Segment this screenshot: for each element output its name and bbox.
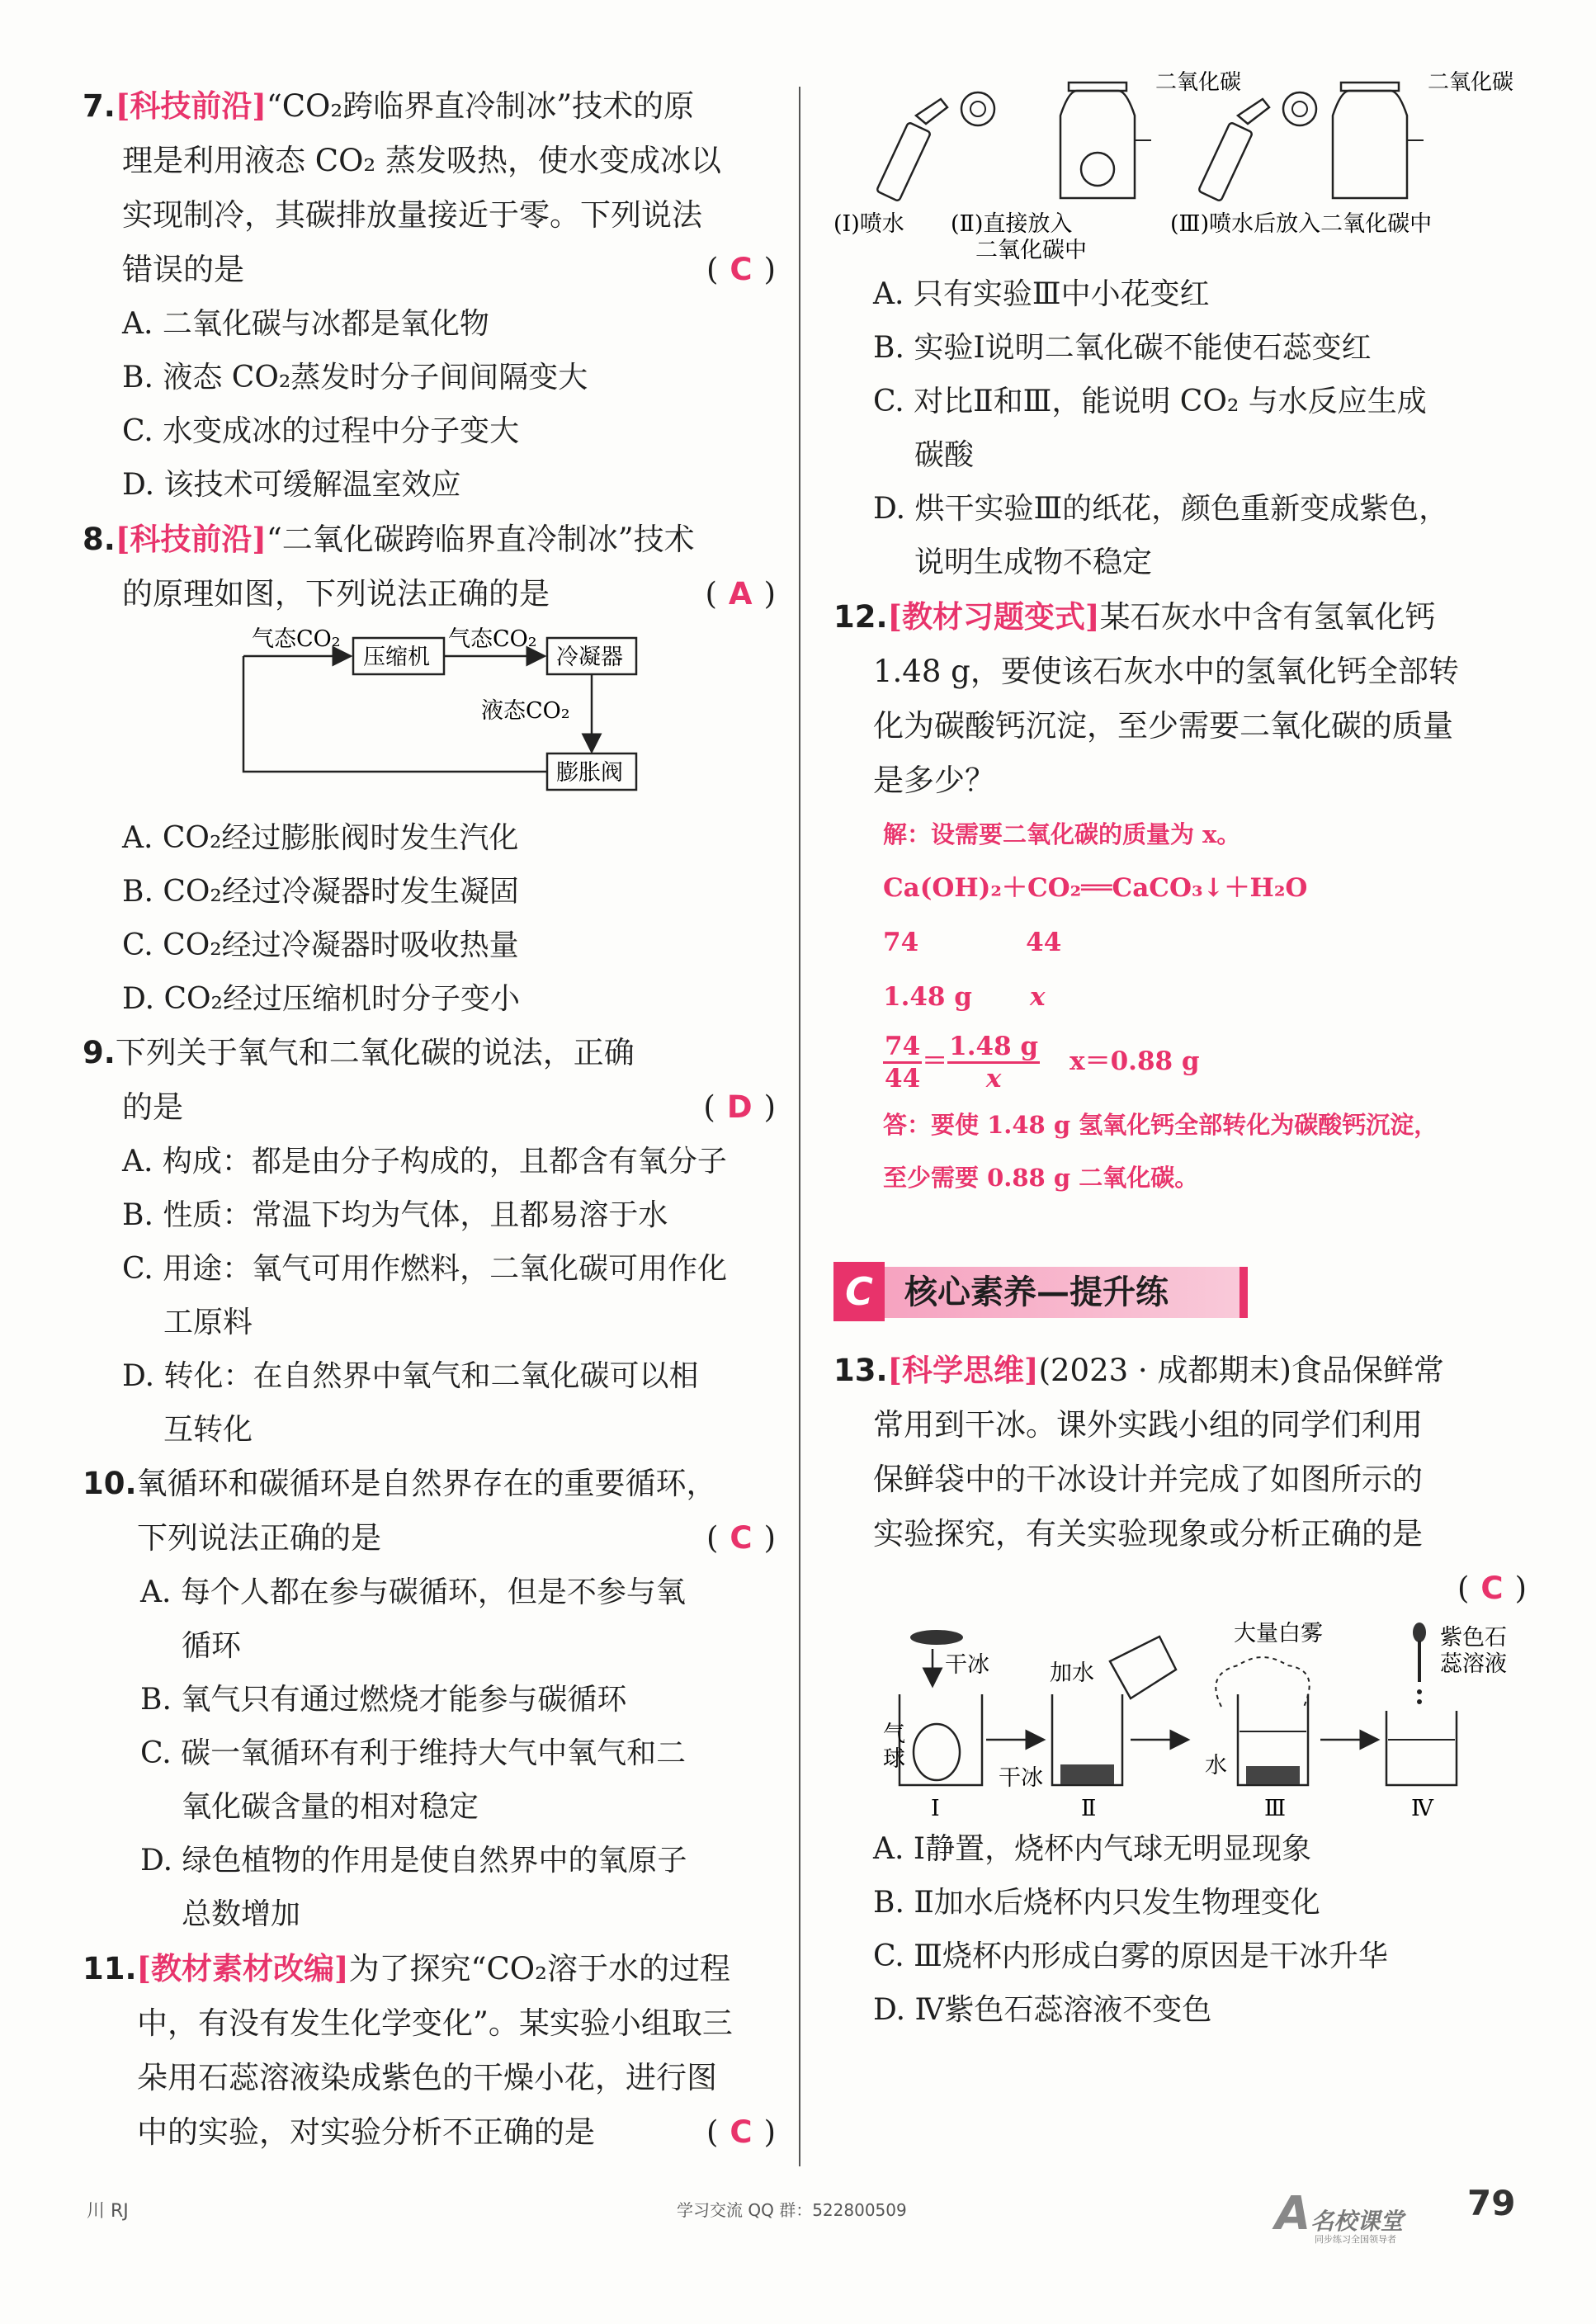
label-liquid-co2: 液态CO₂ [481,698,570,724]
dry-ice-pieces [1246,1766,1300,1784]
option-d: D. 转化：在自然界中氧气和二氧化碳可以相 [122,1359,699,1393]
option-d-cont: 总数增加 [182,1897,301,1931]
label-balloon-2: 球 [883,1746,905,1772]
label-litmus: 紫色石 [1440,1625,1507,1651]
option-b: B. 氧气只有通过燃烧才能参与碳循环 [140,1683,627,1717]
flower-icon [961,92,994,125]
option-b: B. 性质：常温下均为气体，且都易溶于水 [122,1198,668,1232]
label-add-water: 加水 [1050,1660,1094,1686]
caption-i: (Ⅰ)喷水 [833,211,904,237]
dry-ice-pile-icon [910,1630,963,1645]
answer-bracket: ( A ) [705,576,776,612]
solution-block [833,808,1527,1204]
question-tag: [教材习题变式] [887,598,1100,635]
brand-name: 名校课堂 [1310,2208,1404,2235]
solution-answer: 答：要使 1.48 g 氢氧化钙全部转化为碳酸钙沉淀， [883,1111,1438,1139]
question-tag: [科学思维] [887,1352,1039,1388]
question-8-stem-line: 的原理如图，下列说法正确的是 ( A ) [83,567,776,621]
question-13-stem-line: 保鲜袋中的干冰设计并完成了如图所示的 [873,1462,1423,1497]
fraction-left: $\frac{74}{44}$ [885,1032,921,1094]
right-column [833,70,1527,2037]
caption-ii: (Ⅱ)直接放入 [951,211,1073,237]
question-10-stem-line: 下列说法正确的是 ( C ) [83,1511,776,1566]
label-condenser: 冷凝器 [556,645,623,670]
flower-experiment-figure [833,66,1527,264]
question-12-stem-line: 化为碳酸钙沉淀，至少需要二氧化碳的质量 [873,708,1453,744]
footer-qq-group: 学习交流 QQ 群：522800509 [677,2200,907,2220]
option-d: D. CO₂经过压缩机时分子变小 [122,982,520,1016]
question-tag: [科技前沿] [115,87,267,124]
brand-tagline: 同步练习全国领导者 [1315,2234,1396,2245]
gas-jar-icon [1333,83,1424,198]
question-7-stem-line: 理是利用液态 CO₂ 蒸发吸热，使水变成冰以 [122,143,721,178]
balloon-icon [914,1724,960,1780]
label-expansion-valve: 膨胀阀 [556,760,623,786]
co2-cycle-diagram [83,621,776,811]
chemical-equation: Ca(OH)₂＋CO₂══CaCO₃↓＋H₂O [883,873,1308,903]
fog-icon [1216,1657,1309,1707]
question-tag: [教材素材改编] [136,1950,349,1986]
question-12 [833,589,1527,1204]
question-8 [83,512,776,1026]
question-8-stem-line: 8.[科技前沿]“二氧化碳跨临界直冷制冰”技术 [83,521,695,557]
question-12-stem-line: 12.[教材习题变式]某石灰水中含有氢氧化钙 [833,598,1436,635]
question-13-answer-line [833,1561,1527,1616]
label-compressor: 压缩机 [363,645,430,670]
caption-ii-line2: 二氧化碳中 [975,238,1087,263]
question-7-stem-line: 错误的是 ( C ) [83,243,776,297]
dry-ice-pieces [1060,1764,1114,1784]
option-a: A. CO₂经过膨胀阀时发生汽化 [122,821,519,855]
answer-bracket: ( C ) [706,1520,776,1556]
question-11-stem-line: 11.[教材素材改编]为了探究“CO₂溶于水的过程 [83,1950,730,1986]
label-dry-ice: 干冰 [945,1652,989,1678]
option-c: C. 用途：氧气可用作燃料，二氧化碳可用作化 [122,1252,728,1286]
section-banner [833,1262,1527,1328]
answer-bracket: ( C ) [1457,1571,1527,1606]
option-c-cont: 氧化碳含量的相对稳定 [182,1790,479,1824]
question-13-stem-line: 常用到干冰。课外实践小组的同学们利用 [873,1407,1423,1443]
option-d-cont: 互转化 [163,1413,253,1447]
flower-icon [1283,92,1316,125]
page-number: 79 [1467,2183,1516,2223]
label-water: 水 [1205,1753,1227,1778]
spray-bottle-icon [876,99,947,201]
fraction-right: $\frac{1.48 g}{x}$ [949,1032,1039,1094]
beaker-iv [1386,1711,1457,1785]
label-white-fog: 大量白雾 [1234,1621,1323,1646]
option-d: D. 绿色植物的作用是使自然界中的氧原子 [140,1844,687,1878]
question-9-stem-line: 9.下列关于氧气和二氧化碳的说法，正确 [83,1035,635,1070]
mass-row: 1.48 g x [883,982,1046,1012]
question-9 [83,1026,776,1457]
option-b: B. Ⅱ加水后烧杯内只发生物理变化 [873,1886,1320,1920]
dropper-icon [1413,1623,1426,1704]
question-tag: [科技前沿] [115,521,267,557]
option-b: B. 液态 CO₂蒸发时分子间间隔变大 [122,361,588,394]
footer-edition: 川 RJ [87,2201,129,2222]
option-c: C. CO₂经过冷凝器时吸收热量 [122,928,519,962]
answer-bracket: ( C ) [706,252,776,287]
caption-iii: (Ⅲ)喷水后放入二氧化碳中 [1170,211,1433,237]
option-c: C. 碳一氧循环有利于维持大气中氧气和二 [140,1736,687,1770]
label-litmus-2: 蕊溶液 [1440,1651,1507,1677]
section-title: 核心素养—提升练 [885,1267,1248,1318]
result: x＝0.88 g [1070,1046,1200,1076]
option-d: D. 该技术可缓解温室效应 [122,468,461,502]
option-b: B. 实验Ⅰ说明二氧化碳不能使石蕊变红 [873,331,1372,365]
spray-bottle-icon [1198,99,1269,201]
label-balloon: 气 [883,1722,905,1747]
solution-setup: 解：设需要二氧化碳的质量为 x。 [883,820,1241,848]
option-c-cont: 碳酸 [914,438,975,472]
label-i: Ⅰ [931,1796,940,1821]
dry-ice-experiment-figure [833,1616,1527,1822]
label-iv: Ⅳ [1411,1796,1433,1821]
beaker-i [900,1694,982,1785]
option-b: B. CO₂经过冷凝器时发生凝固 [122,875,519,909]
proportion-row: $\frac{74}{44}$ ＝ $\frac{1.48 g}{x}$ x＝0.88 g [885,1032,1200,1094]
answer-bracket: ( C ) [706,2114,776,2150]
question-7-stem-line: 实现制冷，其碳排放量接近于零。下列说法 [122,197,702,233]
section-letter: C [833,1262,885,1321]
question-9-stem-line: 的是 ( D ) [83,1080,776,1135]
left-column [83,78,776,2160]
question-11-stem-line: 中，有没有发生化学变化”。某实验小组取三 [137,2005,733,2041]
column-divider [799,87,800,2166]
option-a: A. 只有实验Ⅲ中小花变红 [873,277,1210,311]
label-iii: Ⅲ [1264,1796,1287,1821]
solution-answer-cont: 至少需要 0.88 g 二氧化碳。 [883,1164,1199,1192]
option-c: C. 对比Ⅱ和Ⅲ，能说明 CO₂ 与水反应生成 [873,385,1427,418]
label-co2-vertical: 二氧化碳 [1155,70,1242,95]
question-11-stem-line: 朵用石蕊溶液染成紫色的干燥小花，进行图 [137,2060,717,2095]
brand-a-icon: A [1275,2187,1311,2241]
option-c: C. 水变成冰的过程中分子变大 [122,414,520,448]
option-a: A. 每个人都在参与碳循环，但是不参与氧 [140,1575,686,1609]
label-dry-ice-2: 干冰 [999,1765,1043,1791]
option-a: A. 构成：都是由分子构成的，且都含有氧分子 [122,1145,727,1179]
question-10-stem-line: 10.氧循环和碳循环是自然界存在的重要循环， [83,1466,717,1501]
label-co2-vertical: 二氧化碳 [1428,70,1514,95]
label-gas-co2: 气态CO₂ [448,626,537,652]
question-7 [83,78,776,512]
answer-bracket: ( D ) [703,1089,776,1125]
question-10 [83,1457,776,1941]
gas-jar-icon [1060,83,1151,198]
question-13-stem-line: 实验探究，有关实验现象或分析正确的是 [873,1516,1423,1552]
option-d: D. 烘干实验Ⅲ的纸花，颜色重新变成紫色， [873,492,1449,526]
question-13-stem-line: 13.[科学思维](2023 · 成都期末)食品保鲜常 [833,1352,1444,1388]
option-a-cont: 循环 [182,1629,242,1663]
option-c-cont: 工原料 [163,1306,253,1339]
brand-logo [1275,2187,1403,2246]
question-7-stem-line: 7.[科技前沿]“CO₂跨临界直冷制冰”技术的原 [83,87,695,124]
option-a: A. Ⅰ静置，烧杯内气球无明显现象 [873,1832,1312,1866]
option-d: D. Ⅳ紫色石蕊溶液不变色 [873,1993,1212,2027]
label-gas-co2: 气态CO₂ [252,626,341,652]
molar-mass-row: 74 44 [883,928,1062,957]
question-11 [83,1941,776,2160]
pouring-beaker-icon [1110,1637,1176,1698]
option-c: C. Ⅲ烧杯内形成白雾的原因是干冰升华 [873,1939,1388,1973]
question-11-stem-line: 中的实验，对实验分析不正确的是 ( C ) [83,2105,776,2160]
question-number: 7. [83,88,116,124]
label-ii: Ⅱ [1081,1796,1097,1821]
question-12-stem-line: 是多少？ [873,763,995,798]
option-a: A. 二氧化碳与冰都是氧化物 [122,307,489,341]
question-13 [833,1343,1527,2037]
option-d-cont: 说明生成物不稳定 [914,546,1153,579]
question-12-stem-line: 1.48 g，要使该石灰水中的氢氧化钙全部转 [873,654,1459,689]
